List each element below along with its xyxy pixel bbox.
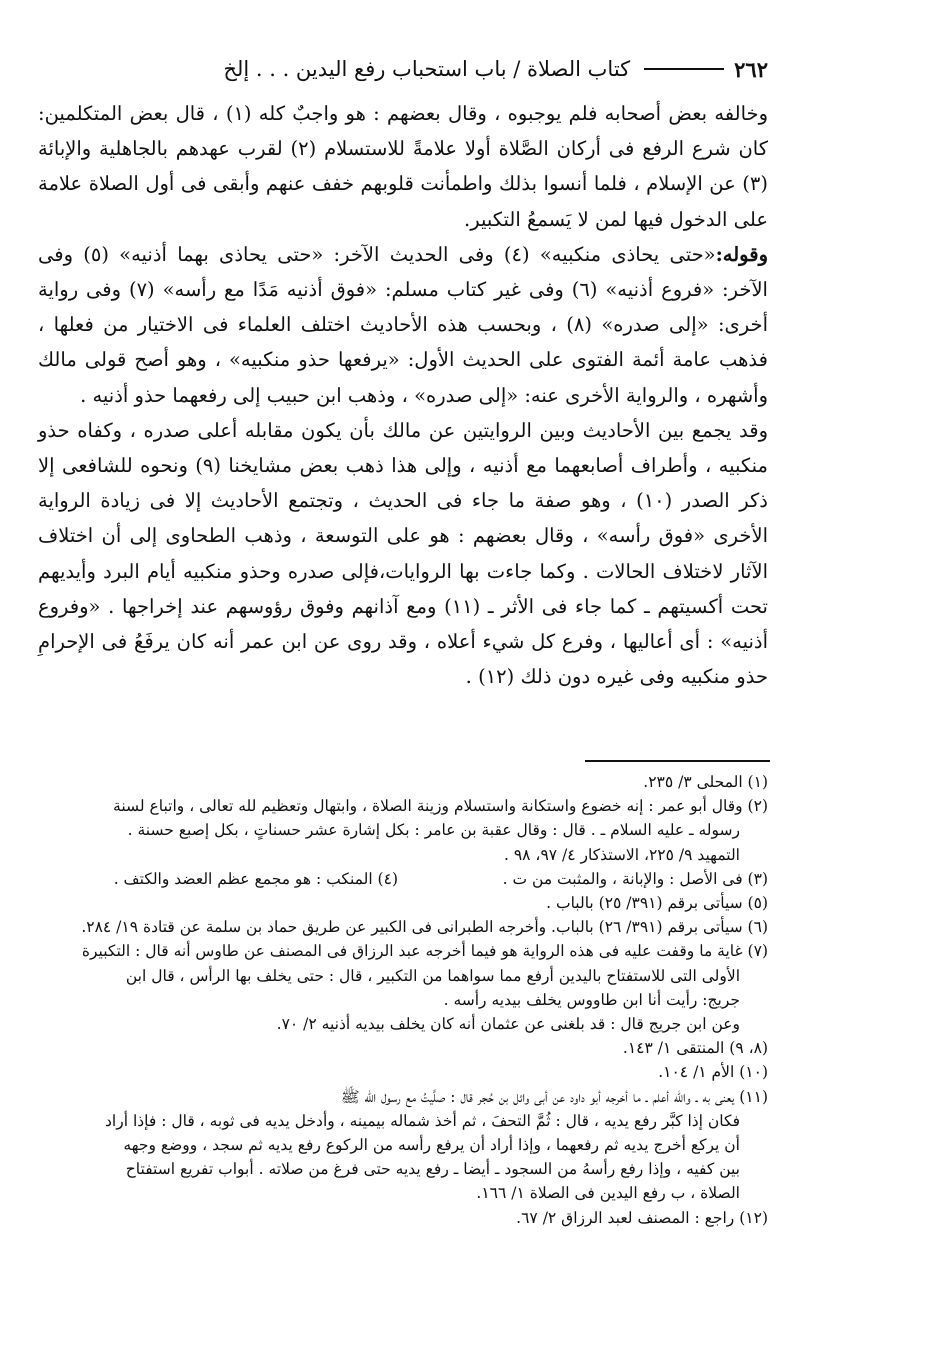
footnote-11-cont-1: فكان إذا كبَّر رفع يديه ، قال : ثُمَّ التحفَ ، ثم أخذ شماله بيمينه ، وأدخل يديه فى ثوبه ، قال : فإذا أراد — [105, 1111, 740, 1130]
running-header — [38, 52, 768, 86]
paragraph-3: وقد يجمع بين الأحاديث وبين الروايتين عن مالك بأن يكون مقابله أعلى صدره ، وكفاه حذو منكبيه ، وأطراف أصابعهما مع أذنيه ، وإلى هذا ذهب بعض مشايخنا (٩) ونحوه للشافعى إلا ذكر الصدر (١٠) ، وهو صفة ما جاء فى الحديث ، وتجتمع الأحاديث إلا فى زيادة الرواية الأخرى «فوق رأسه» ، وقال بعضهم : هو على التوسعة ، وذهب الطحاوى إلى أن اختلاف الآثار لاختلاف الحالات . وكما جاءت بها الروايات،فإلى صدره وحذو منكبيه أيام البرد وأيديهم تحت أكسيتهم ـ كما جاء فى الأثر ـ (١١) ومع آذانهم وفوق رؤوسهم عند إخراجها . «وفروع أذنيه» : أى أعاليها ، وفرع كل شيء أعلاه ، وقد روى عن ابن عمر أنه كان يرفَعُ فى الإحرامِ حذو منكبيه وفى غيره دون ذلك (١٢) . — [38, 418, 769, 689]
header-title: كتاب الصلاة / باب استحباب رفع اليدين . . . إلخ — [223, 57, 631, 81]
footnote-7-cont-1: الأولى التى للاستفتاح باليدين أرفع مما سواهما من التكبير ، قال : حتى يخلف بها الرأس ، قال ابن — [125, 966, 740, 985]
footnote-2: (٢) وقال أبو عمر : إنه خضوع واستكانة واستسلام وزينة الصلاة ، وابتهال وتعظيم لله تعالى ، واتباع لسنة — [113, 797, 768, 816]
footnote-11-cont-3: بين كفيه ، وإذا رفع رأسهُ من السجود ـ أيضا ـ رفع يديه حتى فرغ من صلاته . أبواب تفريع استفتاح — [125, 1160, 740, 1179]
footnote-4: (٤) المنكب : هو مجمع عظم العضد والكتف . — [113, 869, 398, 888]
footnote-7-cont-3: وعن ابن جريج قال : قد بلغنى عن عثمان أنه كان يخلف بيديه أذنيه ٢/ ٧٠. — [276, 1015, 740, 1034]
footnote-10: (١٠) الأم ١/ ١٠٤. — [658, 1063, 768, 1082]
paragraph-1: وخالفه بعض أصحابه فلم يوجبوه ، وقال بعضهم : هو واجبٌ كله (١) ، قال بعض المتكلمين: كان شرع الرفع فى أركان الصَّلاة أولا علامةً للاستسلام (٢) لقرب عهدهم بالجاهلية والإبائة (٣) عن الإسلام ، فلما أنسوا بذلك واطمأنت قلوبهم خفف عنهم وأبقى فى أول الصلاة علامة على الدخول فيها لمن لا يَسمعُ التكبير. — [38, 102, 768, 231]
footnote-6: (٦) سيأتى برقم (٣٩١/ ٢٦) بالباب. وأخرجه الطبرانى فى الكبير عن طريق حماد بن سلمة عن قتادة ١٩/ ٢٨٤. — [81, 918, 768, 937]
footnotes — [38, 770, 768, 1230]
footnote-3: (٣) فى الأصل : والإبانة ، والمثبت من ت . — [502, 869, 768, 888]
qawluhu-label: وقوله: — [715, 242, 768, 266]
footnote-11-cont-2: أن يركع أخرج يديه ثم رفعهما ، وإذا أراد أن يرفع رأسه من الركوع رفع يديه ثم سجد ، ووضع وجهه — [123, 1136, 740, 1155]
paragraph-2 — [38, 237, 768, 413]
footnote-12: (١٢) راجع : المصنف لعبد الرزاق ٢/ ٦٧. — [516, 1208, 768, 1227]
footnote-8-9: (٨، ٩) المنتقى ١/ ١٤٣. — [622, 1039, 768, 1058]
footnote-7: (٧) غاية ما وقفت عليه فى هذه الرواية هو فيما أخرجه عبد الرزاق فى المصنف عن طاوس أنه قال : التكبيرة — [81, 942, 768, 961]
footnote-7-cont-2: جريج: رأيت أنا ابن طاووس يخلف بيديه رأسه . — [443, 990, 740, 1009]
footnote-2-cont: رسوله ـ عليه السلام ـ . قال : وقال عقبة بن عامر : بكل إشارة عشر حسناتٍ ، بكل إصبع حسنة . — [127, 821, 740, 840]
footnote-pair-3-4 — [38, 867, 768, 891]
paragraph-2-text: «حتى يحاذى منكبيه» (٤) وفى الحديث الآخر: «حتى يحاذى بهما أذنيه» (٥) وفى الآخر: «فروع أذنيه» (٦) وفى غير كتاب مسلم: «فوق أذنيه مَدًا مع رأسه» (٧) وفى رواية أخرى: «إلى صدره» (٨) ، وبحسب هذه الأحاديث اختلف العلماء فى الاختيار من فعلها ، فذهب عامة أئمة الفتوى على الحديث الأول: «يرفعها حذو منكبيه» ، وهو أصح قولى مالك وأشهره ، والرواية الأخرى عنه: «إلى صدره» ، وذهب ابن حبيب إلى رفعهما حذو أذنيه . — [38, 242, 769, 407]
main-text — [38, 96, 768, 694]
footnote-2-source: التمهيد ٩/ ٢٢٥، الاستذكار ٤/ ٩٧، ٩٨ . — [503, 845, 740, 864]
footnote-1: (١) المحلى ٣/ ٢٣٥. — [643, 773, 768, 791]
footnote-11-cont-4: الصلاة ، ب رفع اليدين فى الصلاة ١/ ١٦٦. — [476, 1184, 740, 1203]
footnote-5: (٥) سيأتى برقم (٣٩١/ ٢٥) بالباب . — [546, 894, 768, 913]
page-number: ٢٦٢ — [734, 56, 768, 82]
header-rule — [644, 68, 724, 70]
footnote-divider — [585, 760, 770, 762]
footnote-11: (١١) يعنى به ـ والله أعلم ـ ما أخرجه أبو داود عن أبى وائل بن حُجر قال : صلَّيتُ مع رسول الله ﷺ — [340, 1087, 768, 1106]
